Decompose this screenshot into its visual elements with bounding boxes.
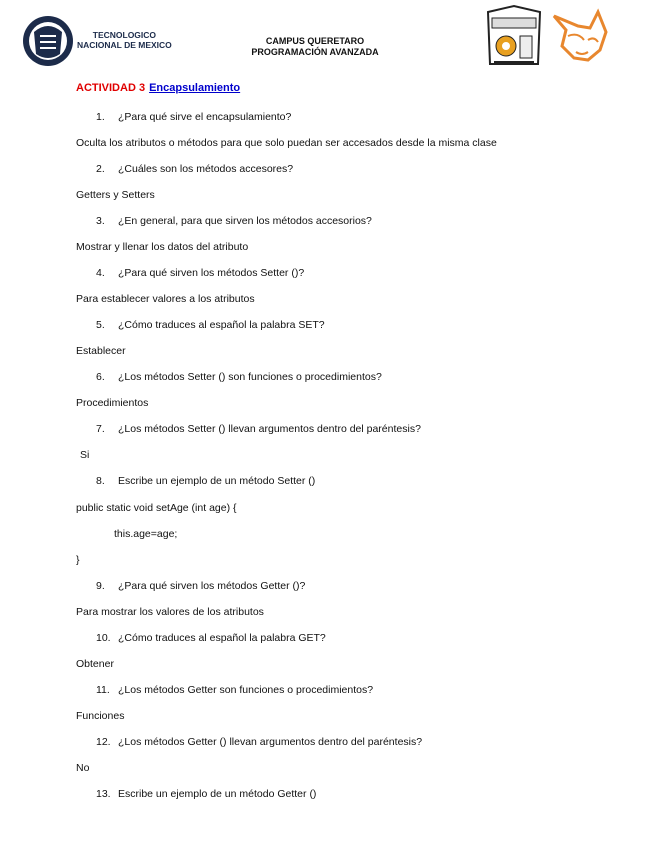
fox-logo-icon — [548, 6, 612, 68]
document-header — [0, 0, 655, 80]
question-text: ¿Para qué sirve el encapsulamiento? — [118, 111, 292, 123]
question-number: 4. — [96, 267, 105, 279]
question-text: ¿Los métodos Getter () llevan argumentos dentro del paréntesis? — [118, 736, 423, 748]
tecnm-name — [77, 30, 172, 50]
question-2 — [96, 163, 293, 176]
answer-5: Establecer — [76, 345, 126, 357]
answer-9: Para mostrar los valores de los atributos — [76, 606, 264, 618]
tecnm-logo-icon — [22, 14, 74, 68]
school-crest-icon — [484, 4, 544, 70]
code-line-3: } — [76, 554, 80, 566]
tecnm-line1: TECNOLOGICO — [92, 30, 157, 40]
question-4 — [96, 267, 304, 280]
answer-2: Getters y Setters — [76, 189, 155, 201]
question-text: ¿Para qué sirven los métodos Getter ()? — [118, 580, 306, 592]
question-number: 6. — [96, 371, 105, 383]
question-10 — [96, 632, 326, 645]
question-text: ¿Cómo traduces al español la palabra SET? — [118, 319, 325, 331]
question-13 — [96, 788, 316, 801]
question-text: ¿Para qué sirven los métodos Setter ()? — [118, 267, 305, 279]
question-1 — [96, 111, 291, 124]
question-number: 13. — [96, 788, 111, 800]
question-8 — [96, 475, 315, 488]
activity-label: ACTIVIDAD 3 — [76, 82, 146, 94]
answer-4: Para establecer valores a los atributos — [76, 293, 255, 305]
question-number: 11. — [96, 684, 110, 696]
question-5 — [96, 319, 325, 332]
question-text: ¿Cuáles son los métodos accesores? — [118, 163, 294, 175]
answer-6: Procedimientos — [76, 397, 149, 409]
activity-topic-link[interactable]: Encapsulamiento — [149, 82, 241, 94]
answer-3: Mostrar y llenar los datos del atributo — [76, 241, 249, 253]
activity-title — [76, 82, 240, 95]
question-7 — [96, 423, 421, 436]
answer-10: Obtener — [76, 658, 114, 670]
question-number: 3. — [96, 215, 105, 227]
answer-7: Si — [80, 449, 90, 461]
tecnm-line2: NACIONAL DE MEXICO — [77, 40, 172, 50]
question-text: ¿Los métodos Setter () llevan argumentos dentro del paréntesis? — [118, 423, 421, 435]
question-text: ¿Los métodos Setter () son funciones o procedimientos? — [118, 371, 382, 383]
question-text: ¿Cómo traduces al español la palabra GET? — [118, 632, 326, 644]
campus-line1: CAMPUS QUERETARO — [265, 36, 365, 46]
campus-line2: PROGRAMACIÓN AVANZADA — [251, 47, 379, 57]
answer-11: Funciones — [76, 710, 125, 722]
question-number: 9. — [96, 580, 105, 592]
question-text: ¿En general, para que sirven los métodos accesorios? — [118, 215, 372, 227]
answer-12: No — [76, 762, 90, 774]
question-number: 10. — [96, 632, 111, 644]
campus-heading — [240, 36, 390, 58]
question-text: Escribe un ejemplo de un método Setter () — [118, 475, 316, 487]
question-9 — [96, 580, 305, 593]
question-number: 7. — [96, 423, 105, 435]
code-line-2: this.age=age; — [114, 528, 178, 540]
question-6 — [96, 371, 382, 384]
question-3 — [96, 215, 372, 228]
question-number: 5. — [96, 319, 105, 331]
question-number: 1. — [96, 111, 105, 123]
question-12 — [96, 736, 422, 749]
question-number: 12. — [96, 736, 111, 748]
question-11 — [96, 684, 373, 697]
question-text: Escribe un ejemplo de un método Getter () — [118, 788, 317, 800]
question-number: 2. — [96, 163, 105, 175]
question-number: 8. — [96, 475, 105, 487]
answer-1: Oculta los atributos o métodos para que solo puedan ser accesados desde la misma clase — [76, 137, 497, 149]
question-text: ¿Los métodos Getter son funciones o procedimientos? — [118, 684, 374, 696]
code-line-1: public static void setAge (int age) { — [76, 502, 237, 514]
